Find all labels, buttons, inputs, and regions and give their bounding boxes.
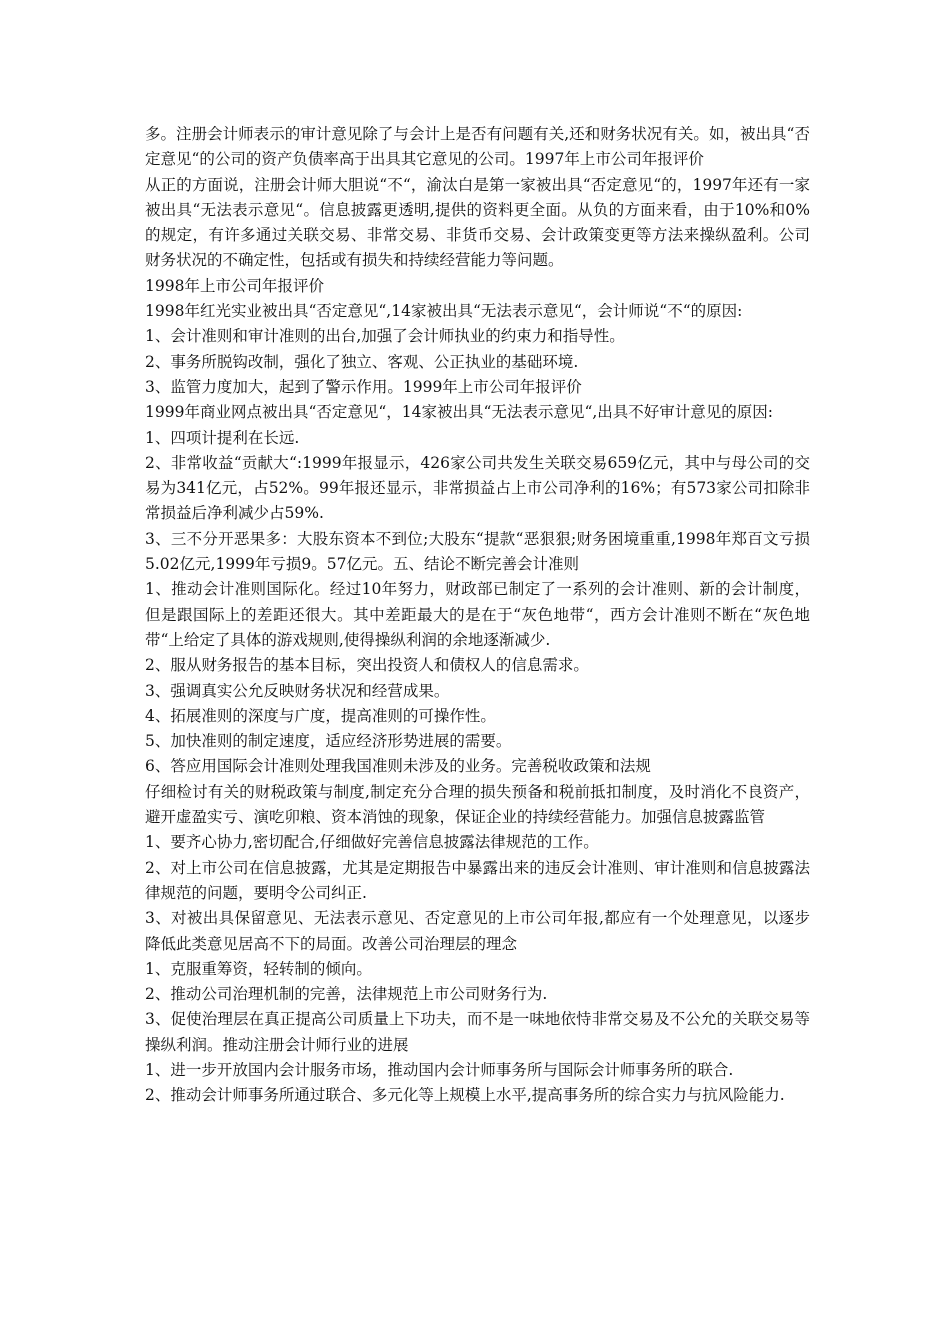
list-item: 1、四项计提利在长远.: [145, 428, 300, 447]
list-item: 2、推动会计师事务所通过联合、多元化等上规模上水平,提高事务所的综合实力与抗风险能力.: [145, 1086, 785, 1105]
list-item: 2、推动公司治理机制的完善，法律规范上市公司财务行为.: [145, 985, 548, 1004]
paragraph: 1999年商业网点被出具“否定意见“，14家被出具“无法表示意见“,出具不好审计意见的原因:: [145, 403, 774, 422]
paragraph: 从正的方面说，注册会计师大胆说“不“，渝汰白是第一家被出具“否定意见“的，1997年还有一家被出具“无法表示意见“。信息披露更透明,提供的资料更全面。从负的方面来看，由于10%和0%的规定，有许多通过关联交易、非常交易、非货币交易、会计政策变更等方法来操纵盈利。公司财务状况的不确定性，包括或有损失和持续经营能力等问题。: [145, 175, 810, 270]
list-item: 6、答应用国际会计准则处理我国准则未涉及的业务。完善税收政策和法规: [145, 757, 651, 776]
list-item: 4、拓展准则的深度与广度，提高准则的可操作性。: [145, 706, 496, 725]
list-item: 3、对被出具保留意见、无法表示意见、否定意见的上市公司年报,都应有一个处理意见，以逐步降低此类意见居高不下的局面。改善公司治理层的理念: [145, 909, 810, 953]
list-item: 2、非常收益“贡献大“:1999年报显示，426家公司共发生关联交易659亿元，其中与母公司的交易为341亿元，占52%。99年报还显示，非常损益占上市公司净利的16%；有573家公司扣除非常损益后净利减少占59%.: [145, 453, 810, 523]
list-item: 1、克服重筹资，轻转制的倾向。: [145, 959, 372, 978]
list-item: 1、要齐心协力,密切配合,仔细做好完善信息披露法律规范的工作。: [145, 833, 599, 852]
list-item: 1、进一步开放国内会计服务市场，推动国内会计师事务所与国际会计师事务所的联合.: [145, 1060, 734, 1079]
list-item: 3、强调真实公允反映财务状况和经营成果。: [145, 681, 450, 700]
list-item: 3、监管力度加大，起到了警示作用。1999年上市公司年报评价: [145, 377, 582, 396]
list-item: 2、服从财务报告的基本目标，突出投资人和债权人的信息需求。: [145, 656, 589, 675]
list-item: 2、对上市公司在信息披露，尤其是定期报告中暴露出来的违反会计准则、审计准则和信息披露法律规范的问题，要明令公司纠正.: [145, 858, 810, 902]
paragraph: 多。注册会计师表示的审计意见除了与会计上是否有问题有关,还和财务状况有关。如，被出具“否定意见“的公司的资产负债率高于出具其它意见的公司。1997年上市公司年报评价: [145, 125, 810, 169]
list-item: 2、事务所脱钩改制，强化了独立、客观、公正执业的基础环境.: [145, 352, 579, 371]
list-item: 1、会计准则和审计准则的出台,加强了会计师执业的约束力和指导性。: [145, 327, 625, 346]
list-item: 3、三不分开恶果多：大股东资本不到位;大股东“提款“恶狠狠;财务困境重重,1998年郑百文亏损5.02亿元,1999年亏损9。57亿元。五、结论不断完善会计准则: [145, 529, 810, 574]
list-item: 5、加快准则的制定速度，适应经济形势进展的需要。: [145, 732, 512, 751]
list-item: 1、推动会计准则国际化。经过10年努力，财政部已制定了一系列的会计准则、新的会计制度，但是跟国际上的差距还很大。其中差距最大的是在于“灰色地带“，西方会计准则不断在“灰色地带“上给定了具体的游戏规则,使得操纵利润的余地逐渐减少.: [145, 580, 810, 649]
paragraph: 仔细检讨有关的财税政策与制度,制定充分合理的损失预备和税前抵扣制度，及时消化不良资产，避开虚盈实亏、演吃卯粮、资本消蚀的现象，保证企业的持续经营能力。加强信息披露监管: [145, 782, 810, 827]
paragraph: 1998年红光实业被出具“否定意见“,14家被出具“无法表示意见“，会计师说“不“的原因:: [145, 302, 743, 321]
list-item: 3、促使治理层在真正提高公司质量上下功夫，而不是一味地依恃非常交易及不公允的关联交易等操纵利润。推动注册会计师行业的进展: [145, 1010, 810, 1054]
document-page: [145, 122, 810, 1109]
section-heading: 1998年上市公司年报评价: [145, 276, 324, 295]
